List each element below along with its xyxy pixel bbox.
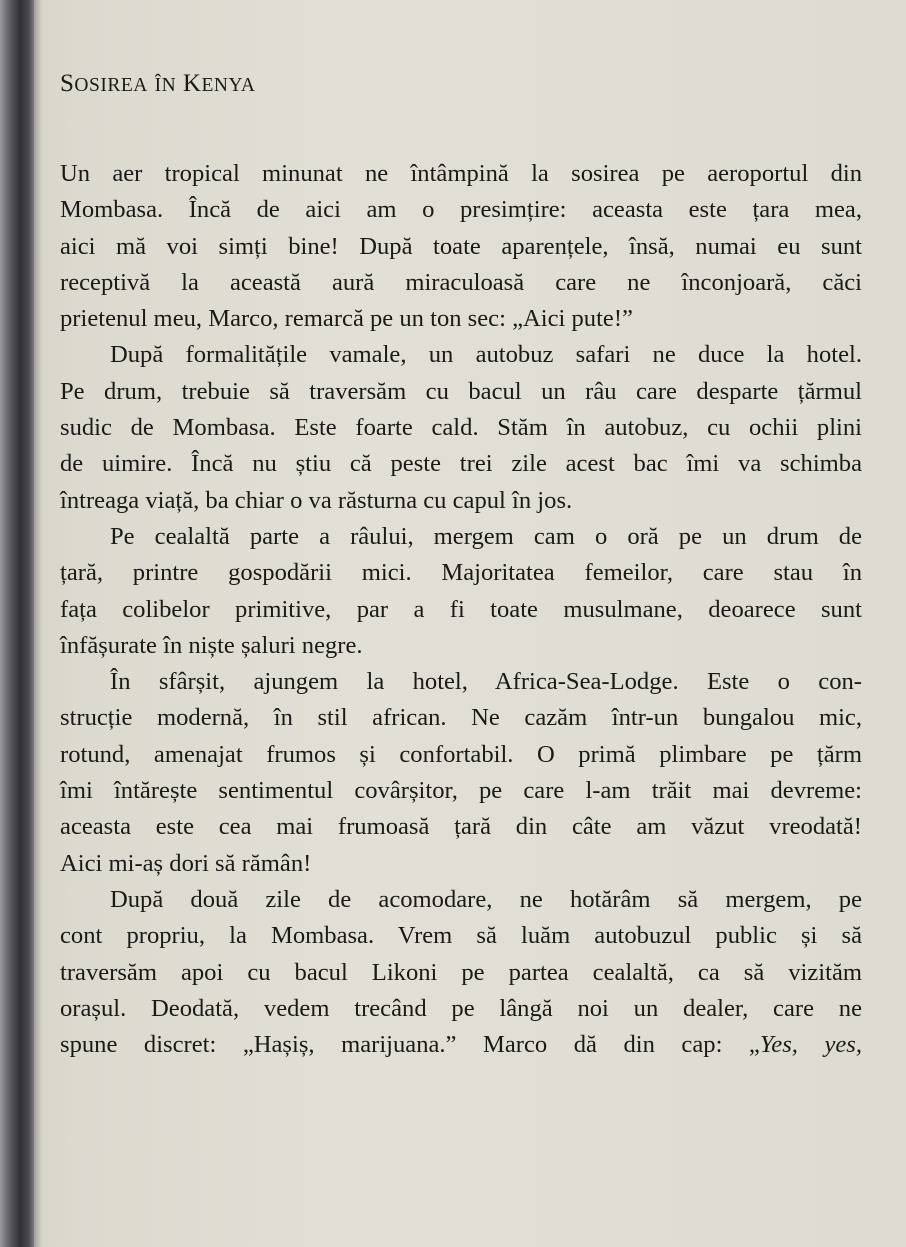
text-line: receptivă la această aură miraculoasă care ne înconjoară, căci	[60, 268, 862, 296]
text-line: sudic de Mombasa. Este foarte cald. Stăm în autobuz, cu ochii plini	[60, 414, 862, 442]
paragraph-4	[60, 664, 862, 882]
text-line: de uimire. Încă nu știu că peste trei zile acest bac îmi va schimba	[60, 450, 862, 478]
text-line: înfășurate în niște șaluri negre.	[60, 631, 363, 659]
page-text	[60, 64, 862, 1063]
text-line: rotund, amenajat frumos și confortabil. O primă plimbare pe țărm	[60, 740, 862, 768]
text-line: spune discret: „Hașiș, marijuana.” Marco dă din cap: „Yes, yes,	[60, 1031, 862, 1059]
spine-shadow	[34, 0, 42, 1247]
paragraph-5	[60, 882, 862, 1063]
text-line: fața colibelor primitive, par a fi toate musulmane, deoarece sunt	[60, 595, 862, 623]
text-line: După două zile de acomodare, ne hotărâm să mergem, pe	[110, 885, 862, 913]
text-line: strucție modernă, în stil african. Ne cazăm într-un bungalou mic,	[60, 704, 862, 732]
text-line: În sfârșit, ajungem la hotel, Africa-Sea-Lodge. Este o con-	[110, 668, 862, 696]
text-line: îmi întărește sentimentul covârșitor, pe care l-am trăit mai devreme:	[60, 777, 862, 805]
text-line: țară, printre gospodării mici. Majoritatea femeilor, care stau în	[60, 559, 862, 587]
text-line: După formalitățile vamale, un autobuz safari ne duce la hotel.	[110, 341, 862, 369]
book-spine	[0, 0, 34, 1247]
text-line: traversăm apoi cu bacul Likoni pe partea cealaltă, ca să vizităm	[60, 958, 862, 986]
text-line: cont propriu, la Mombasa. Vrem să luăm autobuzul public și să	[60, 922, 862, 950]
text-line: aceasta este cea mai frumoasă țară din câte am văzut vreodată!	[60, 813, 862, 841]
paragraph-2	[60, 337, 862, 518]
paragraph-3	[60, 519, 862, 664]
text-line: Aici mi-aș dori să rămân!	[60, 849, 312, 877]
chapter-title: SOSIREA ÎN KENYA	[60, 70, 256, 97]
text-line: prietenul meu, Marco, remarcă pe un ton sec: „Aici pute!”	[60, 305, 633, 333]
text-line: Pe cealaltă parte a râului, mergem cam o oră pe un drum de	[110, 522, 862, 550]
paragraph-1	[60, 156, 862, 337]
text-line: Un aer tropical minunat ne întâmpină la sosirea pe aeroportul din	[60, 160, 862, 187]
text-line: aici mă voi simți bine! După toate aparențele, însă, numai eu sunt	[60, 232, 862, 260]
text-line: Pe drum, trebuie să traversăm cu bacul un râu care desparte țărmul	[60, 377, 862, 405]
text-line: orașul. Deodată, vedem trecând pe lângă noi un dealer, care ne	[60, 994, 862, 1022]
text-line: întreaga viață, ba chiar o va răsturna cu capul în jos.	[60, 486, 573, 514]
text-line: Mombasa. Încă de aici am o presimțire: aceasta este țara mea,	[60, 196, 862, 224]
